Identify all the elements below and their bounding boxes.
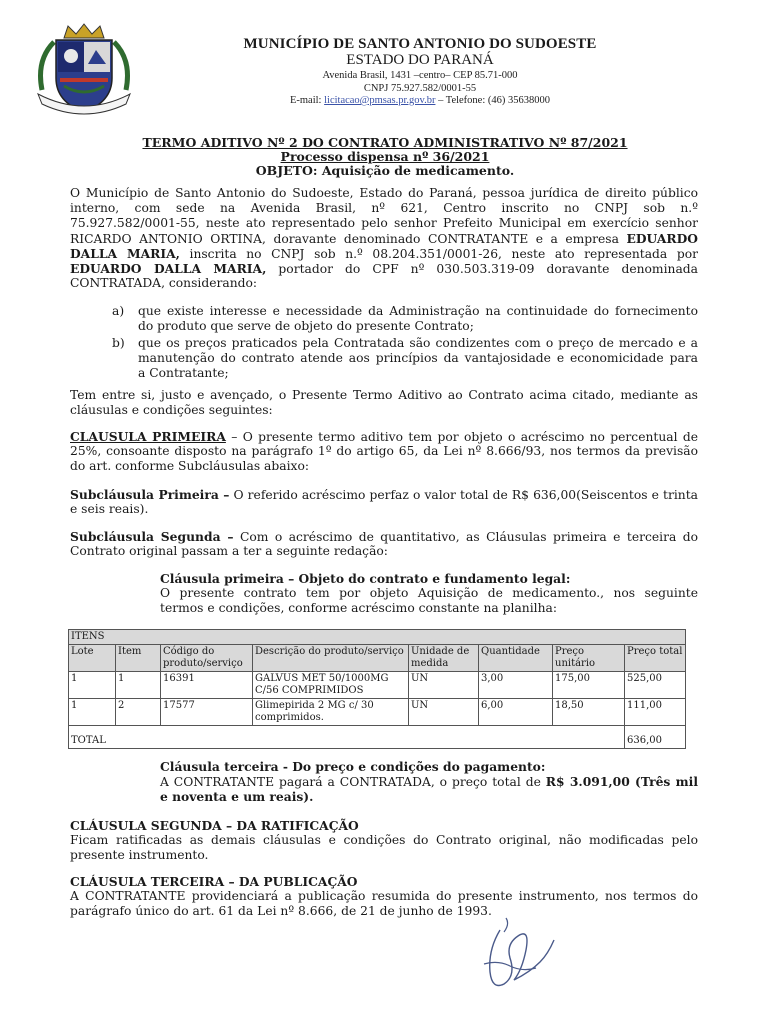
text-line: O presente contrato tem por objeto Aquisição de medicamento., nos seguinte xyxy=(160,586,698,600)
price-value: e noventa e um reais). xyxy=(160,789,314,804)
email-label: E-mail: xyxy=(289,95,325,106)
column-header: Preço total xyxy=(625,645,686,672)
address: Avenida Brasil, 1431 –centro– CEP 85.71-000 xyxy=(322,70,518,81)
text-line xyxy=(70,246,698,261)
price-value: R$ 3.091,00 (Três mil xyxy=(545,774,699,789)
subclause-heading: Subcláusula Segunda – xyxy=(70,529,234,544)
list-marker: b) xyxy=(112,336,125,350)
text-line xyxy=(70,261,698,276)
cnpj: CNPJ 75.927.582/0001-55 xyxy=(363,83,477,94)
column-header: Item xyxy=(116,645,161,672)
document-title: TERMO ADITIVO Nº 2 DO CONTRATO ADMINISTRATIVO Nº 87/2021 xyxy=(142,135,628,150)
list-marker: a) xyxy=(112,304,125,318)
table-row xyxy=(69,672,686,699)
object-line: OBJETO: Aquisição de medicamento. xyxy=(255,163,515,178)
clause-terceira xyxy=(70,874,698,919)
text-fragment: portador do CPF nº 030.503.319-09 doravante denominada xyxy=(266,262,698,276)
clause-price xyxy=(160,759,698,804)
text-line: 25%, consoante disposto na parágrafo 1º do artigo 65, da Lei nº 8.666/93, nos termos da previsão xyxy=(70,444,698,458)
text-line: Tem entre si, justo e avençado, o Presente Termo Aditivo ao Contrato acima citado, mediante as xyxy=(70,388,698,402)
cell-unit: UN xyxy=(409,699,479,726)
cell-item: 1 xyxy=(116,672,161,699)
phone: – Telefone: (46) 35638000 xyxy=(435,95,550,106)
text-line xyxy=(160,774,698,789)
cell-code: 17577 xyxy=(161,699,253,726)
clause-heading xyxy=(160,571,698,586)
text-line: presente instrumento. xyxy=(70,848,209,862)
cell-item: 2 xyxy=(116,699,161,726)
text-fragment: inscrita no CNPJ sob n.º 08.204.351/0001-26, neste ato representada por xyxy=(179,247,698,261)
clause-primeira xyxy=(70,429,698,474)
process-number: Processo dispensa nº 36/2021 xyxy=(280,149,490,164)
cell-description: Glimepirida 2 MG c/ 30 comprimidos. xyxy=(253,699,409,726)
clause-object xyxy=(160,571,698,616)
contact-line xyxy=(140,95,700,106)
cell-unit: UN xyxy=(409,672,479,699)
text-line xyxy=(160,789,698,804)
state-name: ESTADO DO PARANÁ xyxy=(346,52,494,68)
text-fragment: Com o acréscimo de quantitativo, as Cláusulas primeira e terceira do xyxy=(233,530,699,544)
text-line xyxy=(70,487,698,502)
email-link[interactable]: licitacao@pmsas.pr.gov.br xyxy=(324,95,436,106)
representative-name: EDUARDO DALLA MARIA, xyxy=(70,261,267,276)
clause-heading: CLAUSULA PRIMEIRA xyxy=(70,429,226,444)
heading-text: CLÁUSULA TERCEIRA – DA PUBLICAÇÃO xyxy=(70,874,358,889)
text-line: termos e condições, conforme acréscimo constante na planilha: xyxy=(160,601,557,615)
cell-total-price: 111,00 xyxy=(625,699,686,726)
table-row xyxy=(69,699,686,726)
heading-text: Cláusula terceira - xyxy=(160,759,288,774)
text-line: manutenção do contrato atende aos princípios da vantajosidade e economicidade para xyxy=(138,351,698,365)
cell-lote: 1 xyxy=(69,699,116,726)
text-line: do art. conforme Subcláusulas abaixo: xyxy=(70,459,309,473)
text-fragment: RICARDO ANTONIO ORTINA, doravante denominado CONTRATANTE e a empresa xyxy=(70,232,627,246)
cell-unit-price: 175,00 xyxy=(553,672,625,699)
cell-code: 16391 xyxy=(161,672,253,699)
subclause-primeira xyxy=(70,487,698,517)
column-header: Descrição do produto/serviço xyxy=(253,645,409,672)
cell-unit-price: 18,50 xyxy=(553,699,625,726)
table-header-row xyxy=(69,645,686,672)
clause-heading xyxy=(160,759,698,774)
text-fragment: O referido acréscimo perfaz o valor total de R$ 636,00(Seiscentos e trinta xyxy=(229,488,698,502)
table-section-label: ITENS xyxy=(69,630,686,645)
subclause-segunda xyxy=(70,529,698,559)
signature-icon xyxy=(470,910,560,995)
text-line: do produto que serve de objeto do presente Contrato; xyxy=(138,319,474,333)
table-section-row xyxy=(69,630,686,645)
items-table xyxy=(68,629,686,749)
text-line: CONTRATADA, considerando: xyxy=(70,276,258,290)
text-line: Ficam ratificadas as demais cláusulas e condições do Contrato original, não modificadas pelo xyxy=(70,833,698,847)
company-name: EDUARDO xyxy=(626,231,698,246)
text-line: parágrafo único do art. 61 da Lei nº 8.666, de 21 de junho de 1993. xyxy=(70,904,492,918)
text-line: 75.927.582/0001-55, neste ato representado pelo senhor Prefeito Municipal em exercício senhor xyxy=(70,216,698,230)
heading-text: Cláusula primeira – Objeto do contrato e fundamento legal: xyxy=(160,571,571,586)
text-line: que existe interesse e necessidade da Administração na continuidade do fornecimento xyxy=(138,304,698,318)
cell-quantity: 3,00 xyxy=(479,672,553,699)
text-line: Contrato original passam a ter a seguinte redação: xyxy=(70,544,388,558)
column-header: Lote xyxy=(69,645,116,672)
company-name: DALLA MARIA, xyxy=(70,246,180,261)
column-header: Código do produto/serviço xyxy=(161,645,253,672)
cell-quantity: 6,00 xyxy=(479,699,553,726)
text-line: a Contratante; xyxy=(138,366,229,380)
column-header: Unidade de medida xyxy=(409,645,479,672)
cell-lote: 1 xyxy=(69,672,116,699)
cell-total-price: 525,00 xyxy=(625,672,686,699)
column-header: Preço unitário xyxy=(553,645,625,672)
column-header: Quantidade xyxy=(479,645,553,672)
heading-text: CLÁUSULA SEGUNDA – DA RATIFICAÇÃO xyxy=(70,818,359,833)
text-fragment: A CONTRATANTE pagará a CONTRATADA, o preço total de xyxy=(160,775,546,789)
text-line: cláusulas e condições seguintes: xyxy=(70,403,273,417)
heading-text: Do preço e condições do pagamento: xyxy=(287,759,546,774)
text-line xyxy=(70,429,698,444)
table-total-row xyxy=(69,726,686,749)
municipal-crest-icon xyxy=(34,20,134,120)
cell-description: GALVUS MET 50/1000MG C/56 COMPRIMIDOS xyxy=(253,672,409,699)
text-line: A CONTRATANTE providenciará a publicação resumida do presente instrumento, nos termos do xyxy=(70,889,698,903)
text-line: interno, com sede na Avenida Brasil, nº 621, Centro inscrito no CNPJ sob n.º xyxy=(70,201,698,215)
text-line xyxy=(70,529,698,544)
clause-heading xyxy=(70,818,698,833)
clause-heading xyxy=(70,874,698,889)
agreement-paragraph xyxy=(70,388,698,418)
clause-segunda xyxy=(70,818,698,863)
text-line: O Município de Santo Antonio do Sudoeste, Estado do Paraná, pessoa jurídica de direito público xyxy=(70,186,698,200)
text-line xyxy=(70,231,698,246)
municipality-name: MUNICÍPIO DE SANTO ANTONIO DO SUDOESTE xyxy=(243,36,597,52)
text-line: e seis reais). xyxy=(70,502,149,516)
text-fragment: – O presente termo aditivo tem por objeto o acréscimo no percentual de xyxy=(225,430,698,444)
total-value: 636,00 xyxy=(625,726,686,749)
subclause-heading: Subcláusula Primeira – xyxy=(70,487,230,502)
total-label: TOTAL xyxy=(69,726,625,749)
intro-paragraph xyxy=(70,186,698,291)
text-line: que os preços praticados pela Contratada são condizentes com o preço de mercado e a xyxy=(138,336,698,350)
